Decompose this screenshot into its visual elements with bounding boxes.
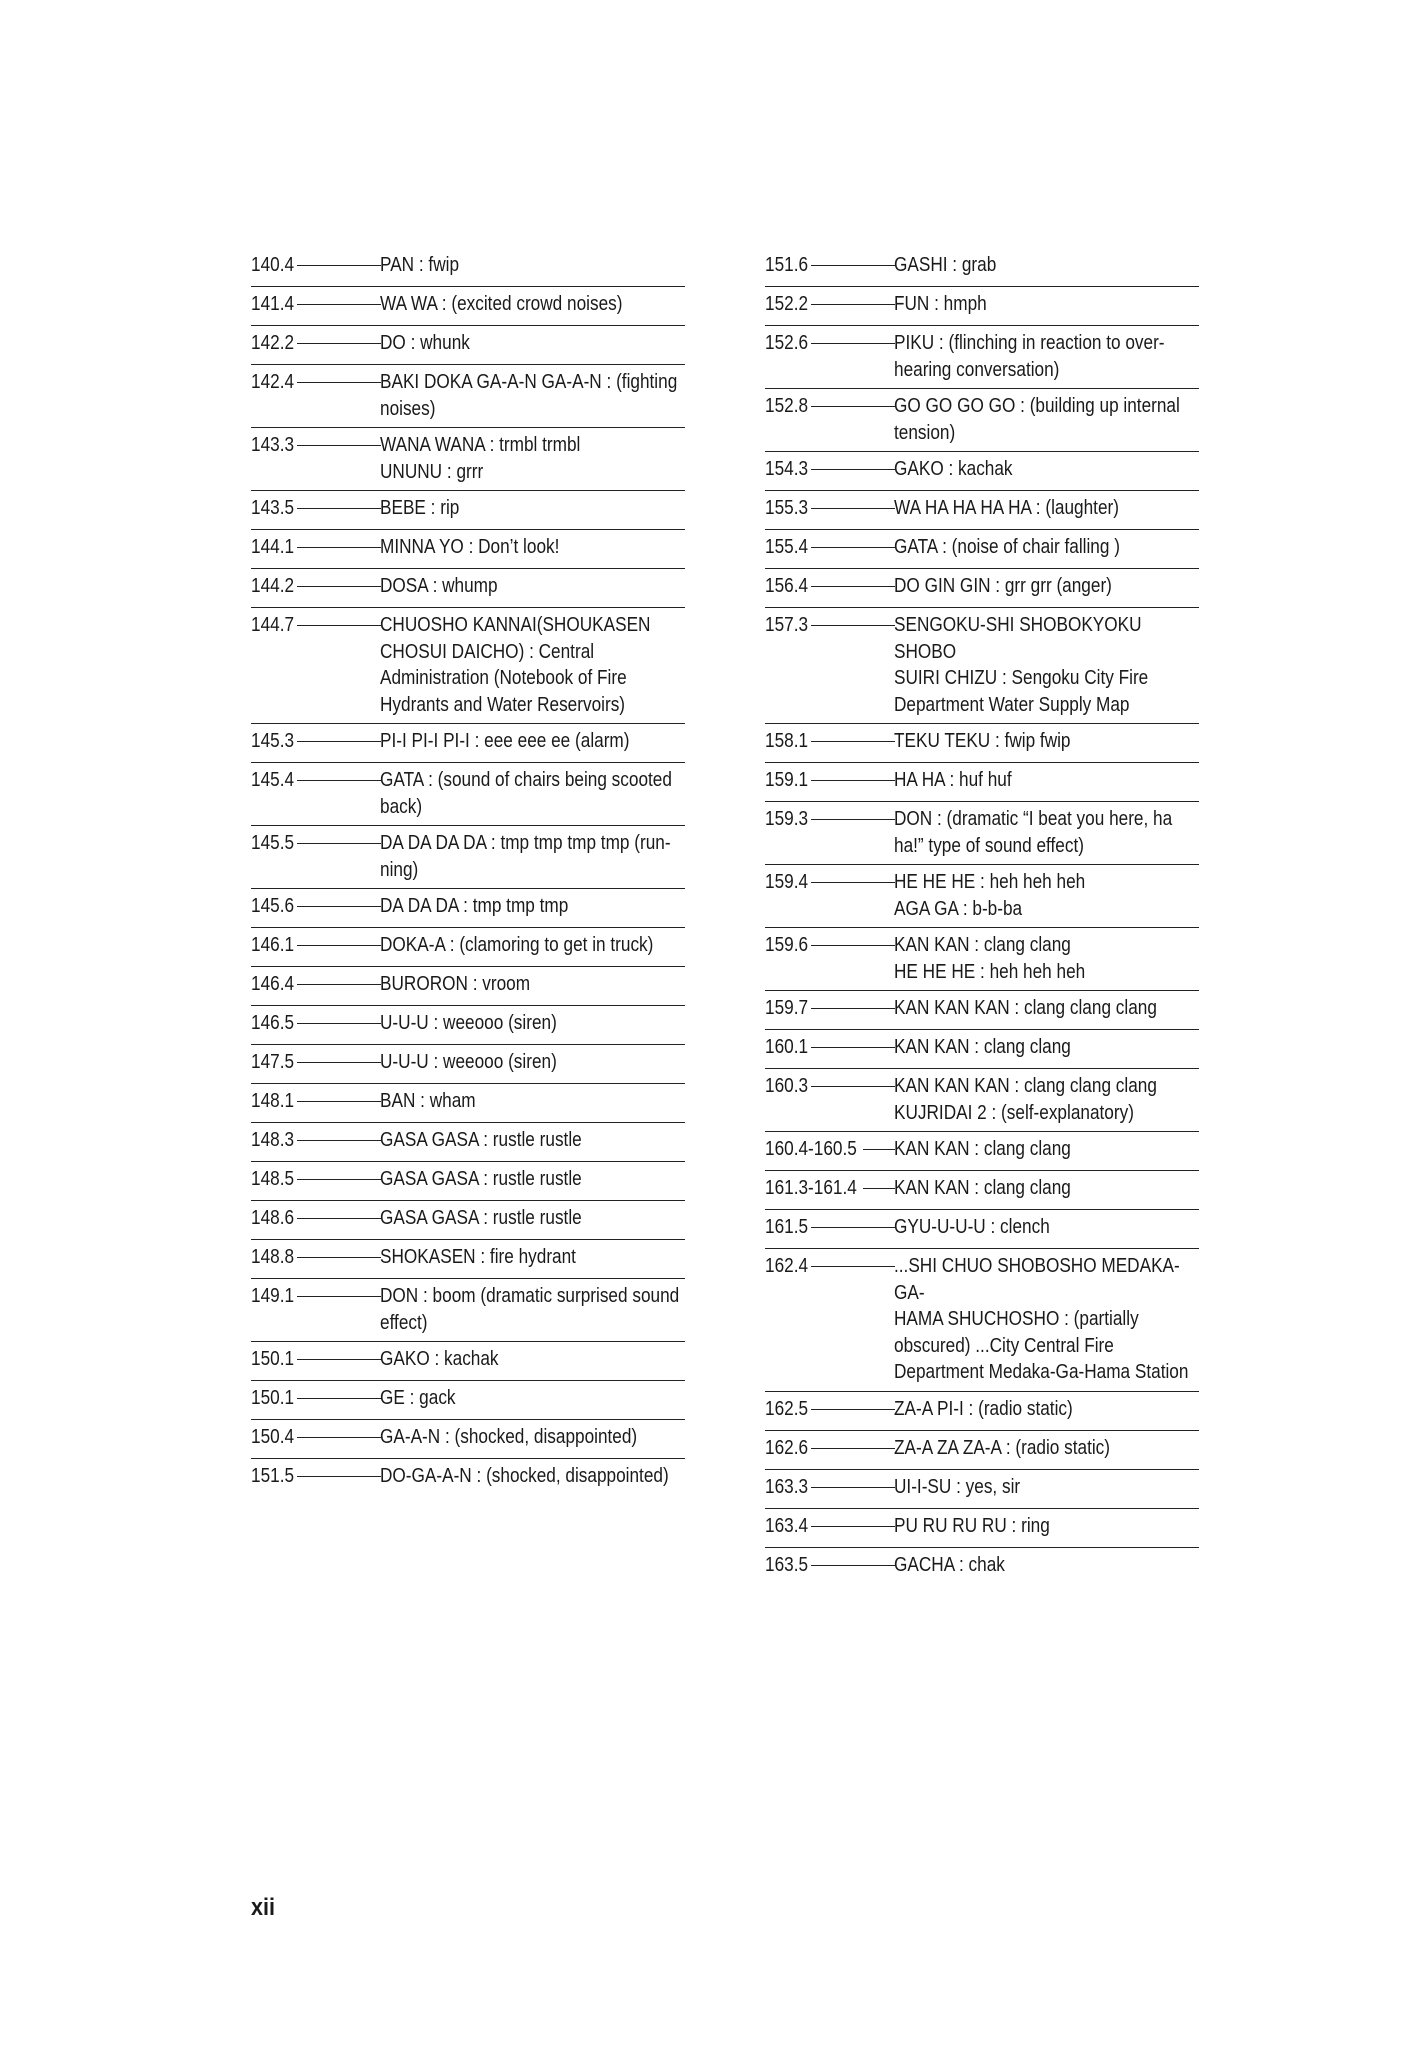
entry-text: GATA : (noise of chair falling )	[894, 536, 1120, 558]
entry-page-panel: 163.5	[765, 1553, 809, 1576]
entry-text: HA HA : huf huf	[894, 769, 1012, 791]
glossary-entry	[765, 1132, 1199, 1171]
entry-text: HE HE HE : heh heh heh AGA GA : b-b-ba	[894, 871, 1086, 920]
entry-text: ZA-A PI-I : (radio static)	[894, 1397, 1073, 1420]
leader-line	[297, 1296, 381, 1297]
entry-page-panel: 159.6	[765, 934, 809, 956]
entry-text: KAN KAN : clang clang	[894, 1177, 1071, 1199]
entry-text: GASA GASA : rustle rustle	[380, 1168, 582, 1190]
entry-text: GASHI : grab	[894, 254, 997, 276]
glossary-entry	[251, 248, 685, 287]
entry-page-panel: 151.5	[251, 1465, 295, 1487]
entry-text: GO GO GO GO : (building up internal tension)	[894, 395, 1180, 444]
entry-page-panel: 150.4	[251, 1426, 295, 1448]
leader-line	[811, 1008, 895, 1009]
glossary-entry	[251, 1123, 685, 1162]
leader-line	[297, 547, 381, 548]
glossary-entry	[251, 1420, 685, 1459]
glossary-entry	[251, 569, 685, 608]
entry-text: GASA GASA : rustle rustle	[380, 1207, 582, 1229]
entry-text: DON : boom (dramatic surprised sound effect)	[380, 1285, 680, 1334]
entry-page-panel: 156.4	[765, 575, 809, 597]
leader-line	[297, 265, 381, 266]
glossary-entry	[765, 491, 1199, 530]
leader-line	[863, 1188, 895, 1189]
glossary-entry	[765, 608, 1199, 724]
entry-text: DO-GA-A-N : (shocked, disappointed)	[380, 1465, 669, 1487]
leader-line	[297, 586, 381, 587]
glossary-entry	[765, 928, 1199, 991]
entry-text: GASA GASA : rustle rustle	[380, 1129, 582, 1151]
glossary-entry	[251, 1045, 685, 1084]
entry-page-panel: 145.6	[251, 895, 295, 917]
entry-text: KAN KAN KAN : clang clang clang KUJRIDAI 2 : (self-explanatory)	[894, 1075, 1157, 1124]
entry-page-panel: 148.6	[251, 1207, 295, 1229]
entry-page-panel: 143.3	[251, 434, 295, 456]
entry-text: DOSA : whump	[380, 575, 498, 597]
entry-page-panel: 160.3	[765, 1075, 809, 1097]
entry-page-panel: 148.3	[251, 1129, 295, 1151]
entry-page-panel: 144.7	[251, 614, 295, 636]
entry-text: GE : gack	[380, 1387, 456, 1409]
glossary-entry	[251, 928, 685, 967]
glossary-entry	[765, 1030, 1199, 1069]
entry-text: BEBE : rip	[380, 497, 460, 519]
glossary-entry	[251, 1459, 685, 1498]
glossary-entry	[251, 763, 685, 826]
glossary-entry	[765, 452, 1199, 491]
entry-page-panel: 154.3	[765, 458, 809, 480]
glossary-entry	[765, 1431, 1199, 1470]
glossary-entry	[765, 1210, 1199, 1249]
entry-page-panel: 152.2	[765, 293, 809, 315]
glossary-entry	[765, 389, 1199, 452]
glossary-entry	[251, 967, 685, 1006]
leader-line	[297, 780, 381, 781]
entry-text: GACHA : chak	[894, 1553, 1005, 1576]
glossary-entry	[251, 826, 685, 889]
entry-page-panel: 160.1	[765, 1036, 809, 1058]
entry-page-panel: 151.6	[765, 254, 809, 276]
entry-text: PI-I PI-I PI-I : eee eee ee (alarm)	[380, 730, 630, 752]
leader-line	[811, 586, 895, 587]
entry-page-panel: 145.3	[251, 730, 295, 752]
glossary-entry	[765, 569, 1199, 608]
glossary-entry	[765, 1069, 1199, 1132]
entry-page-panel: 162.5	[765, 1397, 809, 1420]
entry-text: ZA-A ZA ZA-A : (radio static)	[894, 1436, 1111, 1459]
entry-text: PU RU RU RU : ring	[894, 1514, 1050, 1537]
leader-line	[297, 741, 381, 742]
leader-line	[297, 1359, 381, 1360]
glossary-entry	[765, 1392, 1199, 1431]
glossary-entry	[251, 365, 685, 428]
entry-page-panel: 145.5	[251, 832, 295, 854]
entry-page-panel: 157.3	[765, 614, 809, 636]
entry-page-panel: 158.1	[765, 730, 809, 752]
entry-page-panel: 150.1	[251, 1387, 295, 1409]
entry-text: FUN : hmph	[894, 293, 987, 315]
leader-line	[297, 945, 381, 946]
glossary-entry	[765, 326, 1199, 389]
entry-text: BURORON : vroom	[380, 973, 531, 995]
glossary-entry	[251, 1162, 685, 1201]
entry-page-panel: 146.5	[251, 1012, 295, 1034]
entry-text: DO : whunk	[380, 332, 470, 354]
leader-line	[811, 625, 895, 626]
entry-text: GAKO : kachak	[380, 1348, 499, 1370]
entry-page-panel: 146.4	[251, 973, 295, 995]
entry-page-panel: 140.4	[251, 254, 295, 276]
entry-page-panel: 162.6	[765, 1436, 809, 1459]
entry-page-panel: 159.4	[765, 871, 809, 893]
leader-line	[297, 1101, 381, 1102]
glossary-entry	[251, 428, 685, 491]
entry-page-panel: 160.4-160.5	[765, 1138, 857, 1160]
entry-text: GAKO : kachak	[894, 458, 1013, 480]
glossary-entry	[765, 802, 1199, 865]
entry-text: SHOKASEN : fire hydrant	[380, 1246, 576, 1268]
glossary-entry	[251, 1006, 685, 1045]
leader-line	[811, 343, 895, 344]
entry-page-panel: 146.1	[251, 934, 295, 956]
entry-page-panel: 142.4	[251, 371, 295, 393]
page-number: xii	[251, 1894, 276, 1921]
leader-line	[811, 741, 895, 742]
entry-page-panel: 141.4	[251, 293, 295, 315]
leader-line	[297, 445, 381, 446]
entry-page-panel: 159.7	[765, 997, 809, 1019]
leader-line	[297, 906, 381, 907]
leader-line	[297, 304, 381, 305]
glossary-entry	[251, 1279, 685, 1342]
entry-page-panel: 159.3	[765, 808, 809, 830]
entry-text: UI-I-SU : yes, sir	[894, 1475, 1021, 1498]
glossary-entry	[765, 248, 1199, 287]
entry-text: PAN : fwip	[380, 254, 460, 276]
glossary-entry	[765, 991, 1199, 1030]
glossary-entry	[765, 724, 1199, 763]
glossary-entry	[251, 287, 685, 326]
entry-text: GYU-U-U-U : clench	[894, 1216, 1050, 1238]
leader-line	[297, 984, 381, 985]
leader-line	[297, 1476, 381, 1477]
entry-page-panel: 147.5	[251, 1051, 295, 1073]
glossary-entry	[765, 1548, 1199, 1587]
leader-line	[811, 508, 895, 509]
leader-line	[811, 819, 895, 820]
leader-line	[811, 469, 895, 470]
entry-page-panel: 144.1	[251, 536, 295, 558]
entry-text: U-U-U : weeooo (siren)	[380, 1012, 557, 1034]
leader-line	[811, 1266, 895, 1267]
entry-text: BAKI DOKA GA-A-N GA-A-N : (fighting noises)	[380, 371, 678, 420]
glossary-entry	[251, 724, 685, 763]
right-column	[765, 248, 1199, 1587]
entry-page-panel: 163.3	[765, 1475, 809, 1498]
leader-line	[811, 1086, 895, 1087]
leader-line	[811, 945, 895, 946]
entry-page-panel: 161.5	[765, 1216, 809, 1238]
entry-page-panel: 152.8	[765, 395, 809, 417]
entry-page-panel: 148.5	[251, 1168, 295, 1190]
glossary-entry	[251, 530, 685, 569]
leader-line	[297, 343, 381, 344]
glossary-entry	[765, 287, 1199, 326]
entry-text: KAN KAN KAN : clang clang clang	[894, 997, 1157, 1019]
leader-line	[297, 625, 381, 626]
entry-page-panel: 144.2	[251, 575, 295, 597]
glossary-entry	[765, 1509, 1199, 1548]
glossary-entry	[765, 1171, 1199, 1210]
leader-line	[297, 1257, 381, 1258]
glossary-entry	[765, 763, 1199, 802]
glossary-entry	[251, 1381, 685, 1420]
leader-line	[297, 508, 381, 509]
entry-text: KAN KAN : clang clang	[894, 1036, 1071, 1058]
leader-line	[811, 1047, 895, 1048]
entry-page-panel: 148.1	[251, 1090, 295, 1112]
entry-text: DA DA DA DA : tmp tmp tmp tmp (run- ning)	[380, 832, 671, 881]
entry-text: DO GIN GIN : grr grr (anger)	[894, 575, 1112, 597]
entry-text: BAN : wham	[380, 1090, 476, 1112]
glossary-entry	[251, 608, 685, 724]
entry-text: MINNA YO : Don’t look!	[380, 536, 560, 558]
glossary-entry	[251, 1342, 685, 1381]
leader-line	[297, 1437, 381, 1438]
leader-line	[297, 1062, 381, 1063]
entry-text: WA HA HA HA HA : (laughter)	[894, 497, 1119, 519]
leader-line	[811, 1565, 895, 1566]
leader-line	[811, 1487, 895, 1488]
leader-line	[297, 1398, 381, 1399]
leader-line	[811, 780, 895, 781]
leader-line	[811, 547, 895, 548]
entry-text: KAN KAN : clang clang HE HE HE : heh heh heh	[894, 934, 1086, 983]
leader-line	[811, 265, 895, 266]
leader-line	[811, 1227, 895, 1228]
entry-text: PIKU : (flinching in reaction to over- hearing conversation)	[894, 332, 1165, 381]
entry-text: GATA : (sound of chairs being scooted back)	[380, 769, 672, 818]
glossary-entry	[251, 1201, 685, 1240]
entry-text: WA WA : (excited crowd noises)	[380, 293, 623, 315]
entry-text: ...SHI CHUO SHOBOSHO MEDAKA-GA- HAMA SHUCHOSHO : (partially obscured) ...City Central Fire Department Medaka-Ga-Hama Station	[894, 1255, 1189, 1383]
entry-page-panel: 159.1	[765, 769, 809, 791]
glossary-entry	[765, 1470, 1199, 1509]
entry-page-panel: 163.4	[765, 1514, 809, 1537]
entry-page-panel: 150.1	[251, 1348, 295, 1370]
entry-page-panel: 162.4	[765, 1255, 809, 1277]
entry-page-panel: 161.3-161.4	[765, 1177, 857, 1199]
entry-page-panel: 152.6	[765, 332, 809, 354]
glossary-entry	[765, 1249, 1199, 1392]
leader-line	[297, 1179, 381, 1180]
entry-text: SENGOKU-SHI SHOBOKYOKU SHOBO SUIRI CHIZU : Sengoku City Fire Department Water Supply Map	[894, 614, 1149, 716]
left-column	[251, 248, 685, 1498]
leader-line	[863, 1149, 895, 1150]
entry-text: GA-A-N : (shocked, disappointed)	[380, 1426, 638, 1448]
glossary-entry	[765, 530, 1199, 569]
entry-text: DOKA-A : (clamoring to get in truck)	[380, 934, 654, 956]
leader-line	[811, 1448, 895, 1449]
leader-line	[811, 1526, 895, 1527]
leader-line	[297, 1140, 381, 1141]
glossary-entry	[251, 1084, 685, 1123]
entry-text: DON : (dramatic “I beat you here, ha ha!” type of sound effect)	[894, 808, 1173, 857]
entry-text: DA DA DA : tmp tmp tmp	[380, 895, 569, 917]
glossary-entry	[765, 865, 1199, 928]
leader-line	[811, 406, 895, 407]
entry-page-panel: 155.3	[765, 497, 809, 519]
entry-page-panel: 155.4	[765, 536, 809, 558]
entry-text: CHUOSHO KANNAI(SHOUKASEN CHOSUI DAICHO) : Central Administration (Notebook of Fire Hydrants and Water Reservoirs)	[380, 614, 651, 716]
leader-line	[811, 1409, 895, 1410]
leader-line	[297, 843, 381, 844]
glossary-entry	[251, 326, 685, 365]
glossary-entry	[251, 889, 685, 928]
entry-page-panel: 145.4	[251, 769, 295, 791]
leader-line	[297, 1023, 381, 1024]
leader-line	[297, 382, 381, 383]
leader-line	[811, 304, 895, 305]
entry-text: WANA WANA : trmbl trmbl UNUNU : grrr	[380, 434, 581, 483]
leader-line	[297, 1218, 381, 1219]
leader-line	[811, 882, 895, 883]
glossary-entry	[251, 491, 685, 530]
entry-page-panel: 143.5	[251, 497, 295, 519]
entry-page-panel: 149.1	[251, 1285, 295, 1307]
entry-text: U-U-U : weeooo (siren)	[380, 1051, 557, 1073]
entry-page-panel: 148.8	[251, 1246, 295, 1268]
entry-text: TEKU TEKU : fwip fwip	[894, 730, 1071, 752]
entry-text: KAN KAN : clang clang	[894, 1138, 1071, 1160]
entry-page-panel: 142.2	[251, 332, 295, 354]
glossary-entry	[251, 1240, 685, 1279]
